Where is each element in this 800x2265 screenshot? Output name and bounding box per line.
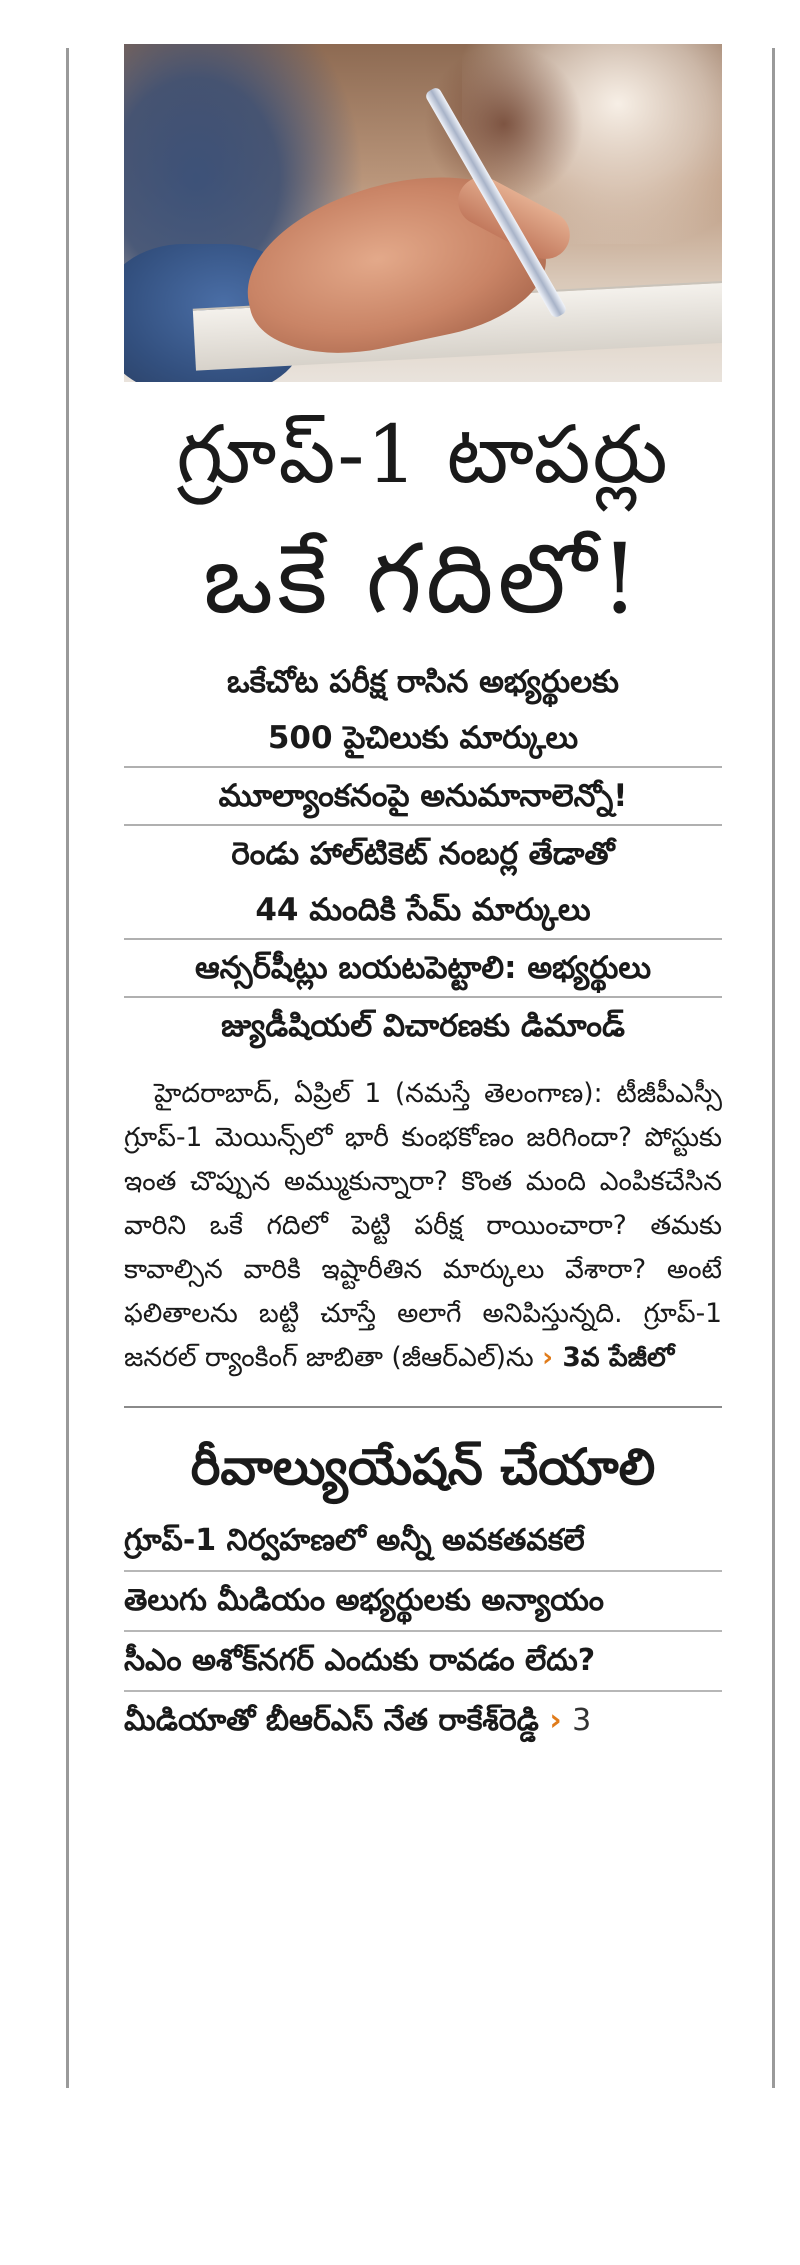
sub-decks: [124, 654, 722, 1054]
deck-line: ఆన్సర్‌షీట్లు బయటపెట్టాలి: అభ్యర్థులు: [124, 940, 722, 998]
second-headline: రీవాల్యుయేషన్‌ చేయాలి: [190, 1438, 656, 1496]
lead-photo: [124, 44, 722, 382]
headline-line-2: ఒకే గదిలో!: [203, 523, 643, 635]
sub-line-with-ref[interactable]: [124, 1692, 722, 1750]
sub-line: సీఎం అశోక్‌నగర్‌ ఎందుకు రావడం లేదు?: [124, 1632, 722, 1692]
page-reference: 3: [572, 1703, 592, 1738]
main-headline: [124, 396, 722, 644]
deck-line: రెండు హాల్‌టికెట్‌ నంబర్ల తేడాతో: [231, 836, 615, 872]
second-story-subs: [124, 1512, 722, 1750]
continued-label: 3వ పేజీలో: [562, 1342, 675, 1373]
article-body: [124, 1072, 722, 1380]
deck-line: మూల్యాంకనంపై అనుమానాలెన్నో!: [124, 768, 722, 826]
deck-line: జ్యుడీషియల్‌ విచారణకు డిమాండ్‌: [221, 1008, 625, 1044]
article-text: హైదరాబాద్‌, ఏప్రిల్‌ 1 (నమస్తే తెలంగాణ): టీజీపీఎస్సీ గ్రూప్‌-1 మెయిన్స్‌లో భారీ కుంభకోణం జరిగిందా? పోస్టుకు ఇంత చొప్పున అమ్ముకున్నారా? కొంత మంది ఎంపికచేసిన వారిని ఒకే గదిలో పెట్టి పరీక్ష రాయించారా? తమకు కావాల్సిన వారికి ఇష్టారీతిన మార్కులు వేశారా? అంటే ఫలితాలను బట్టి చూస్తే అలాగే అనిపిస్తున్నది. గ్రూప్‌-1 జనరల్‌ ర్యాంకింగ్‌ జాబితా (జీఆర్‌ఎల్‌)ను: [124, 1078, 722, 1373]
deck-line: 44 మందికి సేమ్‌ మార్కులు: [124, 882, 722, 940]
sub-line: మీడియాతో బీఆర్‌ఎస్‌ నేత రాకేశ్‌రెడ్డి: [124, 1703, 539, 1738]
deck-line: 500 పైచిలుకు మార్కులు: [124, 710, 722, 768]
chevron-right-icon: ›: [542, 1342, 554, 1373]
continued-link[interactable]: [542, 1342, 674, 1373]
left-column-rule: [66, 48, 69, 2088]
deck-line: ఒకేచోట పరీక్ష రాసిన అభ్యర్థులకు: [226, 664, 620, 700]
story-divider: [124, 1406, 722, 1408]
sub-line: గ్రూప్‌-1 నిర్వహణలో అన్నీ అవకతవకలే: [124, 1512, 722, 1572]
sub-line: తెలుగు మీడియం అభ్యర్థులకు అన్యాయం: [124, 1572, 722, 1632]
news-column: [124, 44, 722, 1750]
headline-line-1: గ్రూప్‌-1 టాపర్లు: [176, 408, 670, 501]
right-column-rule: [772, 48, 775, 2088]
chevron-right-icon: ›: [549, 1703, 562, 1738]
